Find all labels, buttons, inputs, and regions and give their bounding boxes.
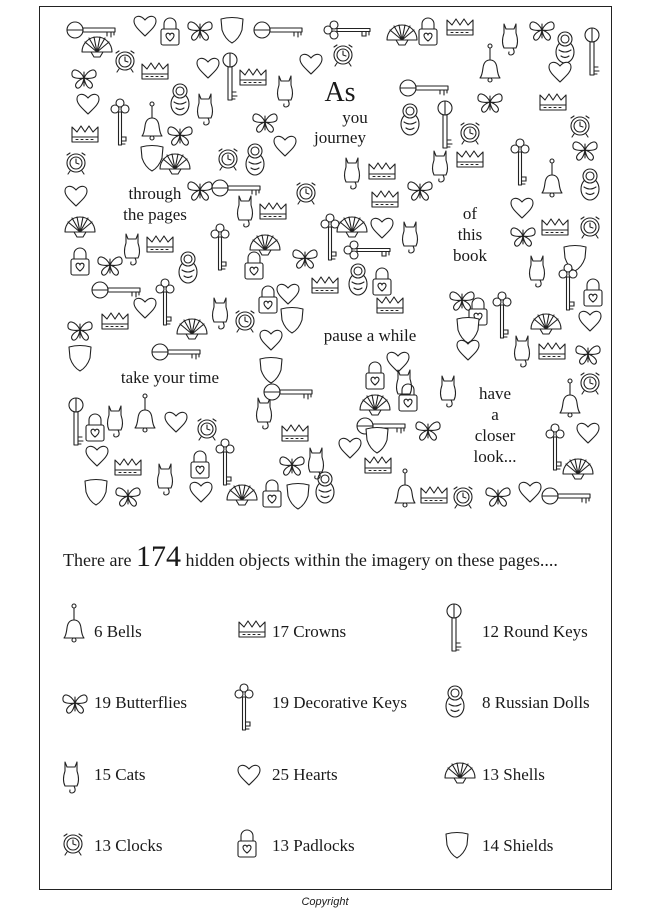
intro-the-pages: the pages — [123, 205, 187, 224]
intro-this: this — [457, 225, 483, 244]
intro-a: a — [491, 405, 499, 424]
legend-label: 17 Crowns — [272, 622, 347, 641]
round-key-icon — [444, 600, 464, 656]
shell-icon — [444, 761, 476, 785]
butterfly-icon — [62, 691, 88, 715]
legend-label: 13 Padlocks — [272, 836, 355, 855]
intro-closer: closer — [474, 426, 516, 445]
legend-label: 13 Clocks — [94, 836, 163, 855]
decorative-key-icon — [234, 679, 254, 735]
intro-take: take your time — [120, 368, 220, 387]
intro-book: book — [453, 246, 487, 265]
copyright-footer: Copyright — [301, 896, 349, 908]
summary-prefix: There are — [63, 550, 132, 570]
russian-doll-icon — [444, 685, 466, 719]
legend-label: 15 Cats — [94, 765, 146, 784]
summary-suffix: hidden objects within the imagery on these pages.... — [185, 550, 558, 570]
padlock-icon — [236, 828, 258, 858]
heart-icon — [236, 763, 262, 787]
clock-icon — [62, 832, 84, 856]
crown-icon — [238, 620, 266, 640]
intro-of: of — [462, 204, 478, 223]
intro-journey: journey — [314, 128, 366, 147]
cat-icon — [60, 759, 82, 797]
legend-label: 19 Decorative Keys — [272, 693, 408, 712]
legend-label: 13 Shells — [482, 765, 545, 784]
legend-label: 14 Shields — [482, 836, 554, 855]
legend-label: 8 Russian Dolls — [482, 693, 590, 712]
intro-as: As — [324, 77, 356, 108]
intro-have: have — [478, 384, 512, 403]
legend-label: 6 Bells — [94, 622, 142, 641]
intro-through: through — [128, 184, 182, 203]
legend-label: 19 Butterflies — [94, 693, 188, 712]
intro-you: you — [342, 108, 368, 127]
bell-icon — [62, 604, 86, 644]
intro-pause: pause a while — [323, 326, 417, 345]
legend-label: 12 Round Keys — [482, 622, 588, 641]
object-count: 174 — [135, 540, 181, 573]
summary-line — [63, 540, 558, 574]
shield-icon — [444, 830, 470, 860]
intro-look: look... — [473, 447, 517, 466]
legend-label: 25 Hearts — [272, 765, 338, 784]
